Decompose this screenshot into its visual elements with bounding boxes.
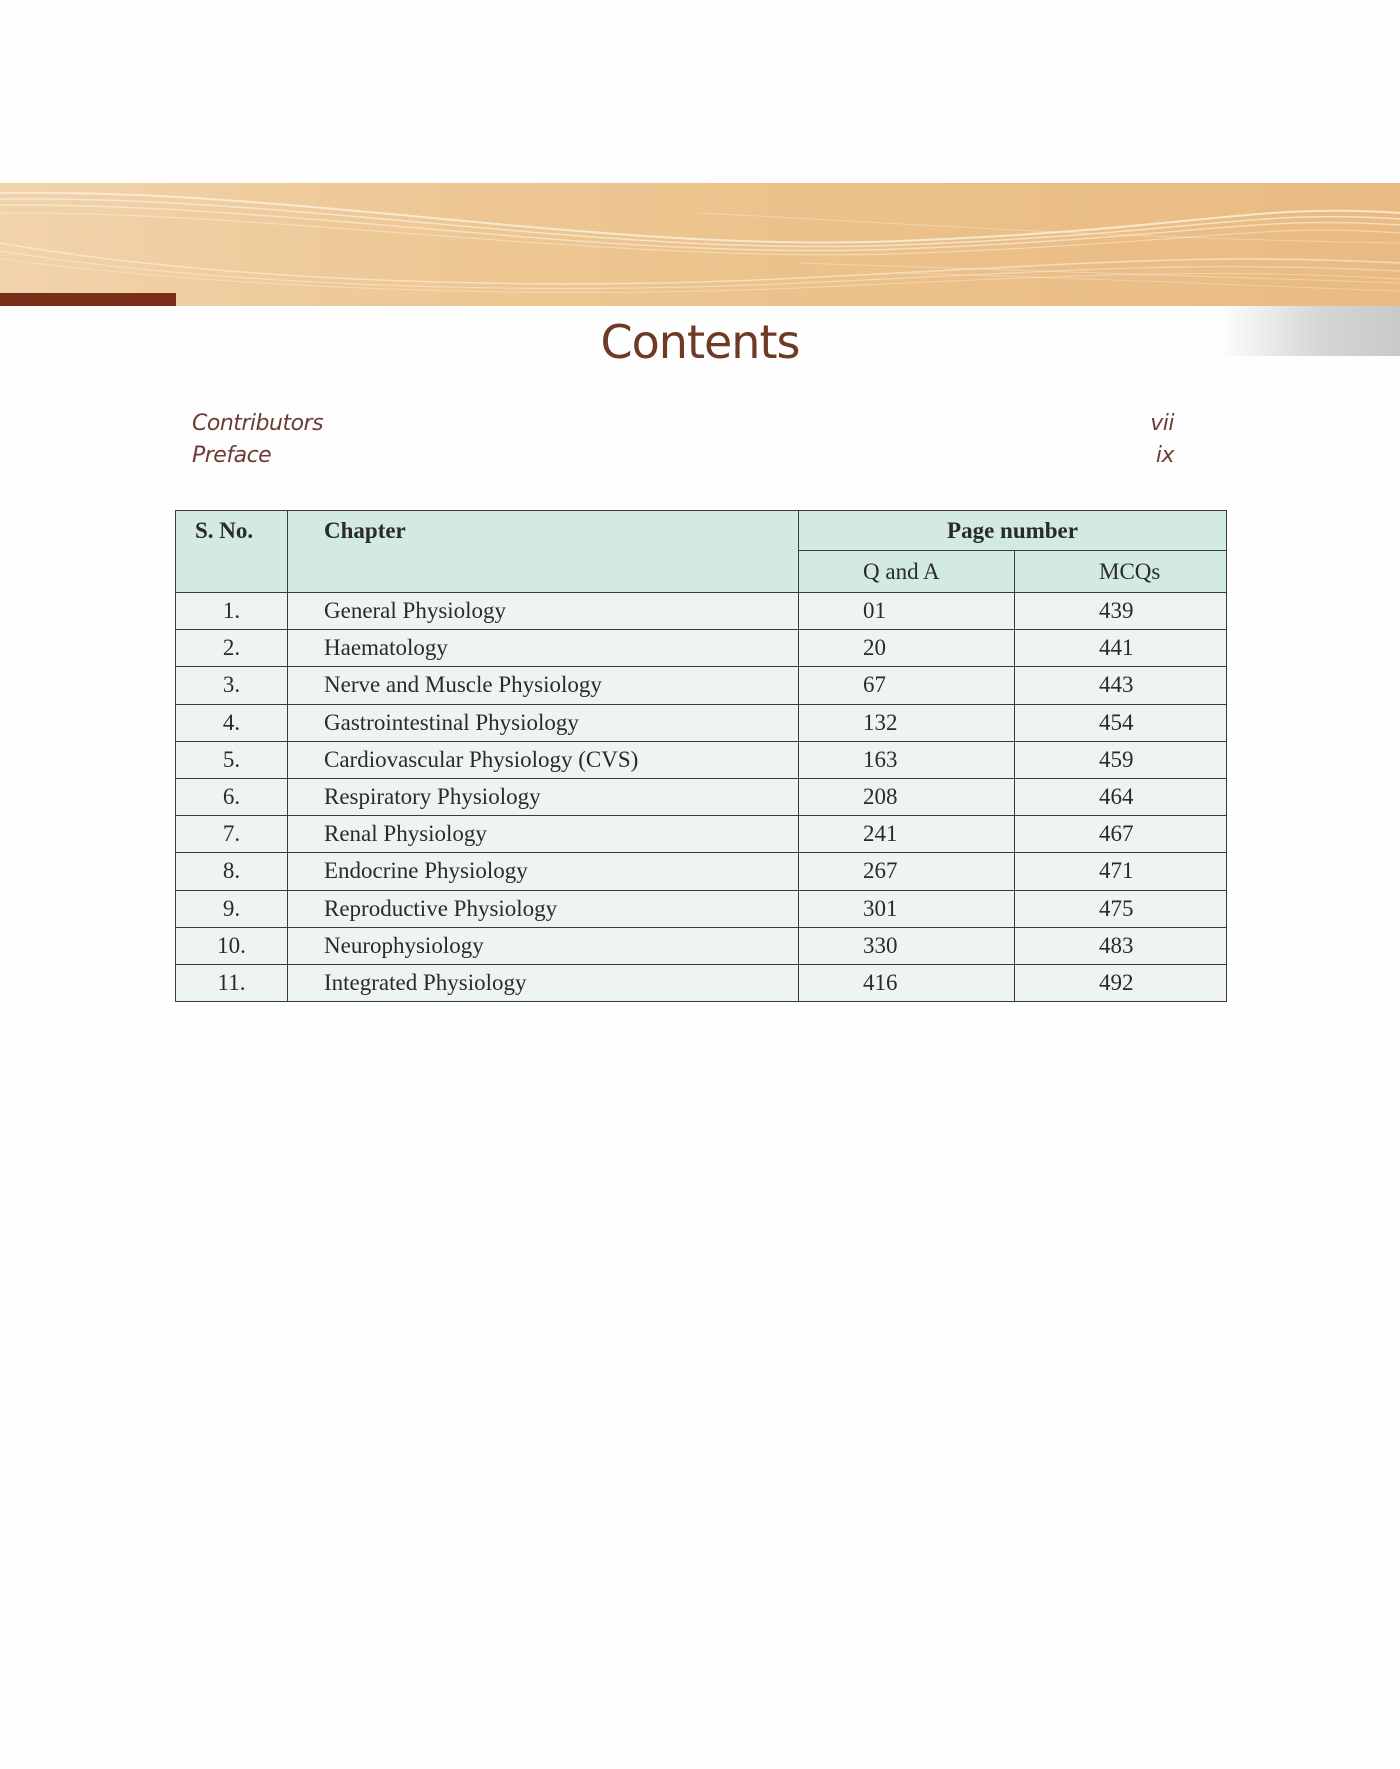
row-sno: 10.: [176, 927, 288, 964]
table-row[interactable]: [176, 593, 1227, 630]
front-matter-label: Contributors: [192, 411, 324, 436]
table-row[interactable]: [176, 927, 1227, 964]
header-page-number: Page number: [799, 511, 1227, 551]
front-matter-page: ix: [1155, 443, 1174, 468]
header-sno: S. No.: [176, 511, 288, 593]
row-mcq-page: 467: [1015, 816, 1227, 853]
row-qa-page: 20: [799, 630, 1015, 667]
row-qa-page: 241: [799, 816, 1015, 853]
row-mcq-page: 459: [1015, 741, 1227, 778]
front-matter-list: [192, 408, 1174, 472]
contents-table: [175, 510, 1227, 1002]
row-mcq-page: 439: [1015, 593, 1227, 630]
header-chapter: Chapter: [288, 511, 799, 593]
row-chapter: Neurophysiology: [288, 927, 799, 964]
table-row[interactable]: [176, 778, 1227, 815]
row-mcq-page: 464: [1015, 778, 1227, 815]
row-qa-page: 01: [799, 593, 1015, 630]
row-chapter: Endocrine Physiology: [288, 853, 799, 890]
header-banner: [0, 183, 1400, 306]
row-sno: 1.: [176, 593, 288, 630]
row-chapter: Renal Physiology: [288, 816, 799, 853]
row-chapter: Respiratory Physiology: [288, 778, 799, 815]
row-chapter: Gastrointestinal Physiology: [288, 704, 799, 741]
header-qa: Q and A: [799, 551, 1015, 593]
row-qa-page: 416: [799, 964, 1015, 1001]
row-sno: 7.: [176, 816, 288, 853]
table-row[interactable]: [176, 630, 1227, 667]
row-qa-page: 132: [799, 704, 1015, 741]
table-row[interactable]: [176, 704, 1227, 741]
row-qa-page: 163: [799, 741, 1015, 778]
front-matter-label: Preface: [192, 443, 272, 468]
table-row[interactable]: [176, 890, 1227, 927]
row-mcq-page: 454: [1015, 704, 1227, 741]
row-qa-page: 208: [799, 778, 1015, 815]
row-sno: 8.: [176, 853, 288, 890]
row-sno: 9.: [176, 890, 288, 927]
table-row[interactable]: [176, 964, 1227, 1001]
row-mcq-page: 441: [1015, 630, 1227, 667]
row-mcq-page: 492: [1015, 964, 1227, 1001]
row-mcq-page: 471: [1015, 853, 1227, 890]
page-title: Contents: [600, 315, 800, 369]
row-sno: 2.: [176, 630, 288, 667]
front-matter-item-contributors[interactable]: [192, 408, 1174, 440]
row-chapter: General Physiology: [288, 593, 799, 630]
row-sno: 3.: [176, 667, 288, 704]
row-qa-page: 301: [799, 890, 1015, 927]
row-sno: 5.: [176, 741, 288, 778]
row-mcq-page: 475: [1015, 890, 1227, 927]
wave-banner-graphic: [0, 183, 1400, 306]
accent-bar: [0, 293, 176, 306]
front-matter-item-preface[interactable]: [192, 440, 1174, 472]
front-matter-page: vii: [1150, 411, 1174, 436]
table-row[interactable]: [176, 853, 1227, 890]
row-qa-page: 330: [799, 927, 1015, 964]
row-chapter: Haematology: [288, 630, 799, 667]
row-qa-page: 67: [799, 667, 1015, 704]
row-sno: 4.: [176, 704, 288, 741]
row-chapter: Cardiovascular Physiology (CVS): [288, 741, 799, 778]
row-mcq-page: 443: [1015, 667, 1227, 704]
row-mcq-page: 483: [1015, 927, 1227, 964]
row-sno: 6.: [176, 778, 288, 815]
row-chapter: Integrated Physiology: [288, 964, 799, 1001]
table-row[interactable]: [176, 816, 1227, 853]
row-qa-page: 267: [799, 853, 1015, 890]
row-chapter: Reproductive Physiology: [288, 890, 799, 927]
row-chapter: Nerve and Muscle Physiology: [288, 667, 799, 704]
header-mcqs: MCQs: [1015, 551, 1227, 593]
row-sno: 11.: [176, 964, 288, 1001]
table-row[interactable]: [176, 667, 1227, 704]
table-row[interactable]: [176, 741, 1227, 778]
